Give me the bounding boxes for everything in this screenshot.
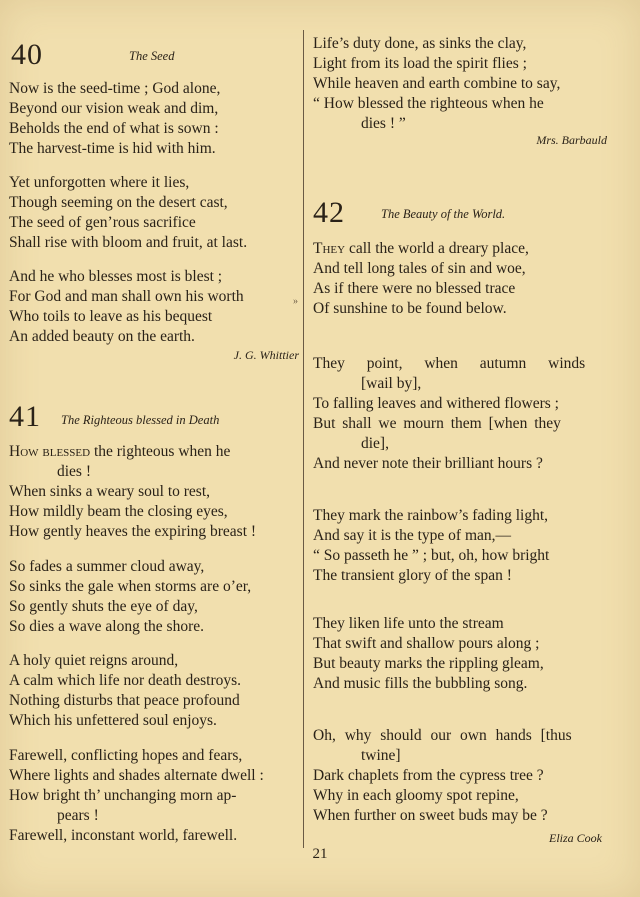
hymn-42-title: The Beauty of the World.	[381, 207, 506, 221]
verse-line: Oh, why should our own hands [thus	[313, 727, 572, 744]
verse-line: So gently shuts the eye of day,	[9, 598, 198, 615]
verse-line: As if there were no blessed trace	[313, 280, 516, 297]
verse-line: Yet unforgotten where it lies,	[9, 174, 190, 191]
verse-line: die],	[361, 435, 389, 452]
hymn-40-author: J. G. Whittier	[233, 348, 299, 362]
verse-line: When further on sweet buds may be ?	[313, 807, 548, 824]
first-word: They	[313, 240, 346, 257]
verse-line: Farewell, inconstant world, farewell.	[9, 827, 238, 844]
verse-line: And music fills the bubbling song.	[313, 675, 528, 692]
verse-line: That swift and shallow pours along ;	[313, 635, 540, 652]
verse-line: How mildly beam the closing eyes,	[9, 503, 228, 520]
verse-line: And never note their brilliant hours ?	[313, 455, 543, 472]
verse-line: While heaven and earth combine to say,	[313, 75, 561, 92]
verse-line: So fades a summer cloud away,	[9, 558, 205, 575]
verse-line: Though seeming on the desert cast,	[9, 194, 228, 211]
verse-line: dies ! ”	[361, 115, 406, 132]
hymn-42-author: Eliza Cook	[549, 831, 602, 845]
hymn-40-number: 40	[11, 38, 43, 71]
verse-line: They call the world a dreary place,	[313, 240, 529, 257]
verse-line: Of sunshine to be found below.	[313, 300, 507, 317]
verse-line: They point, when autumn winds	[313, 355, 586, 372]
verse-line: Life’s duty done, as sinks the clay,	[313, 35, 527, 52]
verse-line: Dark chaplets from the cypress tree ?	[313, 767, 544, 784]
verse-line: twine]	[361, 747, 401, 764]
verse-line: And tell long tales of sin and woe,	[313, 260, 526, 277]
verse-line: “ So passeth he ” ; but, oh, how bright	[313, 547, 550, 564]
verse-line: Shall rise with bloom and fruit, at last.	[9, 234, 248, 251]
column-divider	[303, 30, 304, 848]
verse-line: But shall we mourn them [when they	[313, 415, 561, 432]
verse-line: To falling leaves and withered flowers ;	[313, 395, 559, 412]
verse-line: Now is the seed-time ; God alone,	[9, 80, 221, 97]
verse-line: How bright th’ unchanging morn ap-	[9, 787, 237, 804]
verse-line: But beauty marks the rippling gleam,	[313, 655, 544, 672]
hymn-41-number: 41	[9, 400, 41, 433]
verse-line: Nothing disturbs that peace profound	[9, 692, 240, 709]
verse-line: The harvest-time is hid with him.	[9, 140, 216, 157]
verse-line: An added beauty on the earth.	[9, 328, 195, 345]
verse-line: Who toils to leave as his bequest	[9, 308, 213, 325]
verse-line: How blessed the righteous when he	[9, 443, 231, 460]
verse-line: They mark the rainbow’s fading light,	[313, 507, 549, 524]
verse-line: A holy quiet reigns around,	[9, 652, 179, 669]
hymn-41-title: The Righteous blessed in Death	[61, 413, 220, 427]
verse-line: pears !	[57, 807, 99, 824]
verse-line: Beholds the end of what is sown :	[9, 120, 219, 137]
verse-line: Where lights and shades alternate dwell :	[9, 767, 264, 784]
hymn-41-author: Mrs. Barbauld	[536, 133, 607, 147]
verse-line: How gently heaves the expiring breast !	[9, 523, 257, 540]
verse-line: The transient glory of the span !	[313, 567, 512, 584]
verse-line: They liken life unto the stream	[313, 615, 504, 632]
verse-line: So sinks the gale when storms are o’er,	[9, 578, 252, 595]
page-number: 21	[312, 846, 328, 862]
verse-line: Light from its load the spirit flies ;	[313, 55, 527, 72]
verse-line: dies !	[57, 463, 92, 480]
hymn-42-number: 42	[313, 196, 345, 229]
first-word: How blessed	[9, 443, 91, 460]
hymn-40-title: The Seed	[129, 49, 175, 63]
verse-line: Beyond our vision weak and dim,	[9, 100, 219, 117]
verse-line: For God and man shall own his worth	[9, 288, 244, 305]
margin-mark-icon: »	[293, 296, 298, 307]
verse-line: A calm which life nor death destroys.	[9, 672, 242, 689]
verse-line: And he who blesses most is blest ;	[9, 268, 223, 285]
verse-line: [wail by],	[361, 375, 422, 392]
verse-line: “ How blessed the righteous when he	[313, 95, 544, 112]
verse-line: So dies a wave along the shore.	[9, 618, 204, 635]
verse-line: Farewell, conflicting hopes and fears,	[9, 747, 243, 764]
verse-line: When sinks a weary soul to rest,	[9, 483, 211, 500]
verse-line: The seed of gen’rous sacrifice	[9, 214, 196, 231]
verse-line: Why in each gloomy spot repine,	[313, 787, 519, 804]
verse-line: Which his unfettered soul enjoys.	[9, 712, 217, 729]
verse-line: And say it is the type of man,—	[313, 527, 512, 544]
